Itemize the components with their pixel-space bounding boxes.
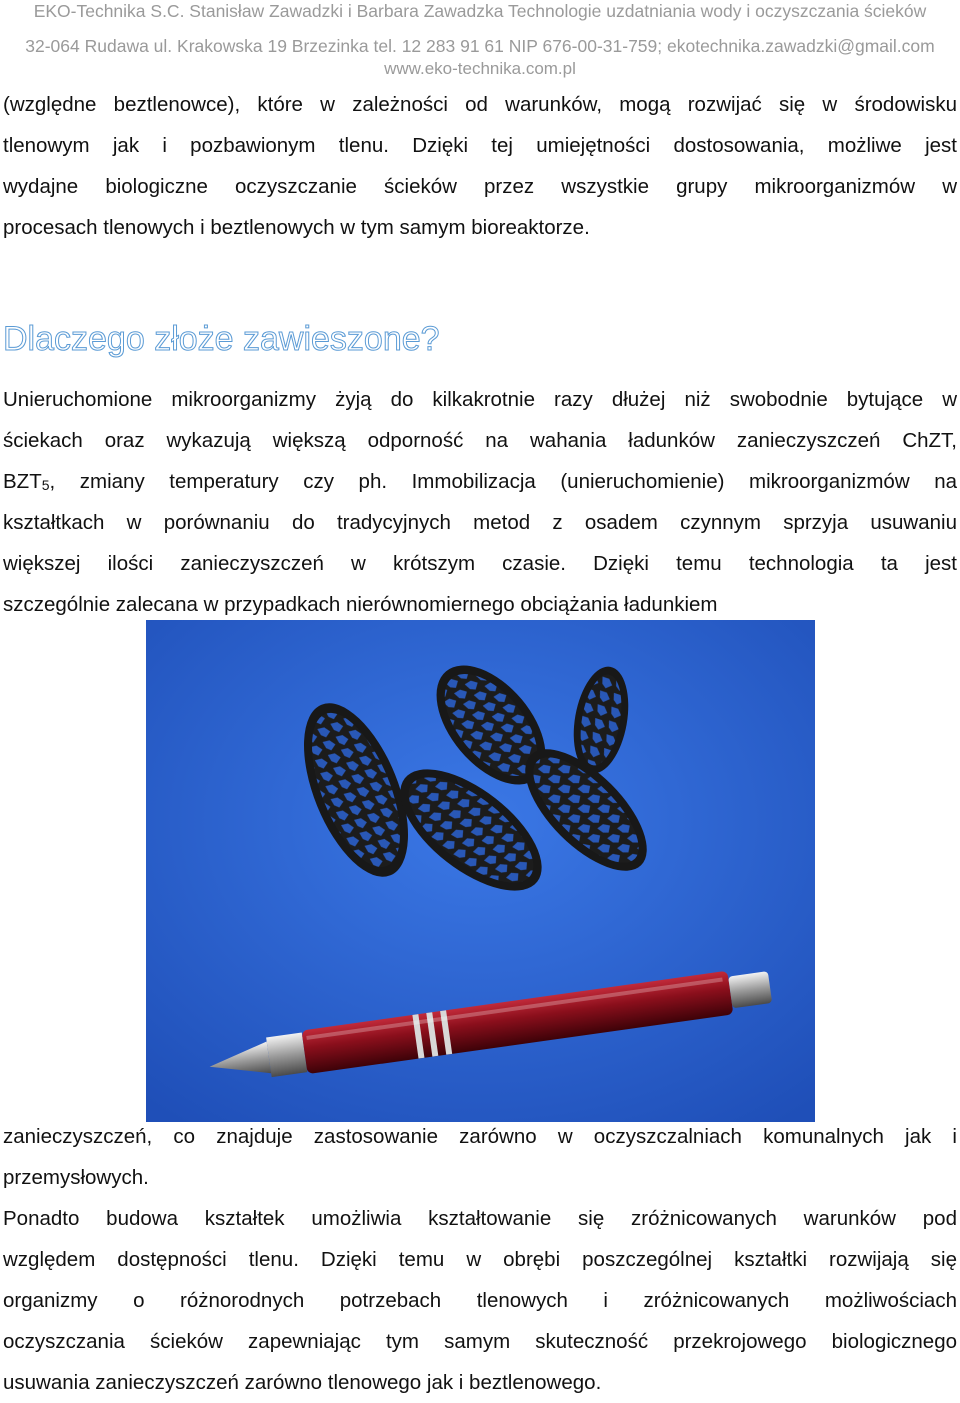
intro-paragraph xyxy=(3,84,957,248)
text-line: organizmy o różnorodnych potrzebach tlenowych i zróżnicowanych możliwościach xyxy=(3,1289,957,1312)
header-company-line: EKO-Technika S.C. Stanisław Zawadzki i Barbara Zawadzka Technologie uzdatniania wody i oczyszczania ścieków xyxy=(33,1,927,21)
text-line: Ponadto budowa kształtek umożliwia kształtowanie się zróżnicowanych warunków pod xyxy=(3,1207,957,1230)
text-line: przemysłowych. xyxy=(3,1166,149,1189)
text-line: procesach tlenowych i beztlenowych w tym samym bioreaktorze. xyxy=(3,216,590,239)
final-paragraph xyxy=(3,1198,957,1403)
section-heading: Dlaczego złoże zawieszone? xyxy=(3,320,440,358)
section-paragraph xyxy=(3,379,957,625)
text-line: ściekach oraz wykazują większą odporność na wahania ładunków zanieczyszczeń ChZT, xyxy=(3,429,957,452)
text-line-with-subscript: $BZT_5$, zmiany temperatury czy ph. Immobilizacja (unieruchomienie) mikroorganizmów na xyxy=(3,470,957,493)
text-line: względem dostępności tlenu. Dzięki temu w obrębi poszczególnej kształtki rozwijają się xyxy=(3,1248,957,1271)
text-line: Unieruchomione mikroorganizmy żyją do kilkakrotnie razy dłużej niż swobodnie bytujące w xyxy=(3,388,957,411)
text-line: tlenowym jak i pozbawionym tlenu. Dzięki tej umiejętności dostosowania, możliwe jest xyxy=(3,134,957,157)
text-line: zanieczyszczeń, co znajduje zastosowanie zarówno w oczyszczalniach komunalnych jak i xyxy=(3,1125,957,1148)
text-line: szczególnie zalecana w przypadkach nierównomiernego obciążania ładunkiem xyxy=(3,593,718,616)
text-line: (względne beztlenowce), które w zależności od warunków, mogą rozwijać się w środowisku xyxy=(3,93,957,116)
carrier-media-photo xyxy=(146,620,815,1122)
header-address-line: 32-064 Rudawa ul. Krakowska 19 Brzezinka tel. 12 283 91 61 NIP 676-00-31-759; ekotechnika.zawadzki@gmail.com xyxy=(25,36,935,56)
text-line: wydajne biologiczne oczyszczanie ścieków przez wszystkie grupy mikroorganizmów w xyxy=(3,175,957,198)
text-line: kształtkach w porównaniu do tradycyjnych metod z osadem czynnym sprzyja usuwaniu xyxy=(3,511,957,534)
text-line: oczyszczania ścieków zapewniając tym samym skuteczność przekrojowego biologicznego xyxy=(3,1330,957,1353)
header-website-link[interactable]: www.eko-technika.com.pl xyxy=(384,59,576,78)
after-photo-paragraph xyxy=(3,1116,957,1198)
text-line: usuwania zanieczyszczeń zarówno tlenowego jak i beztlenowego. xyxy=(3,1371,602,1394)
text-line: większej ilości zanieczyszczeń w krótszym czasie. Dzięki temu technologia ta jest xyxy=(3,552,957,575)
subscript: 5 xyxy=(41,477,50,493)
